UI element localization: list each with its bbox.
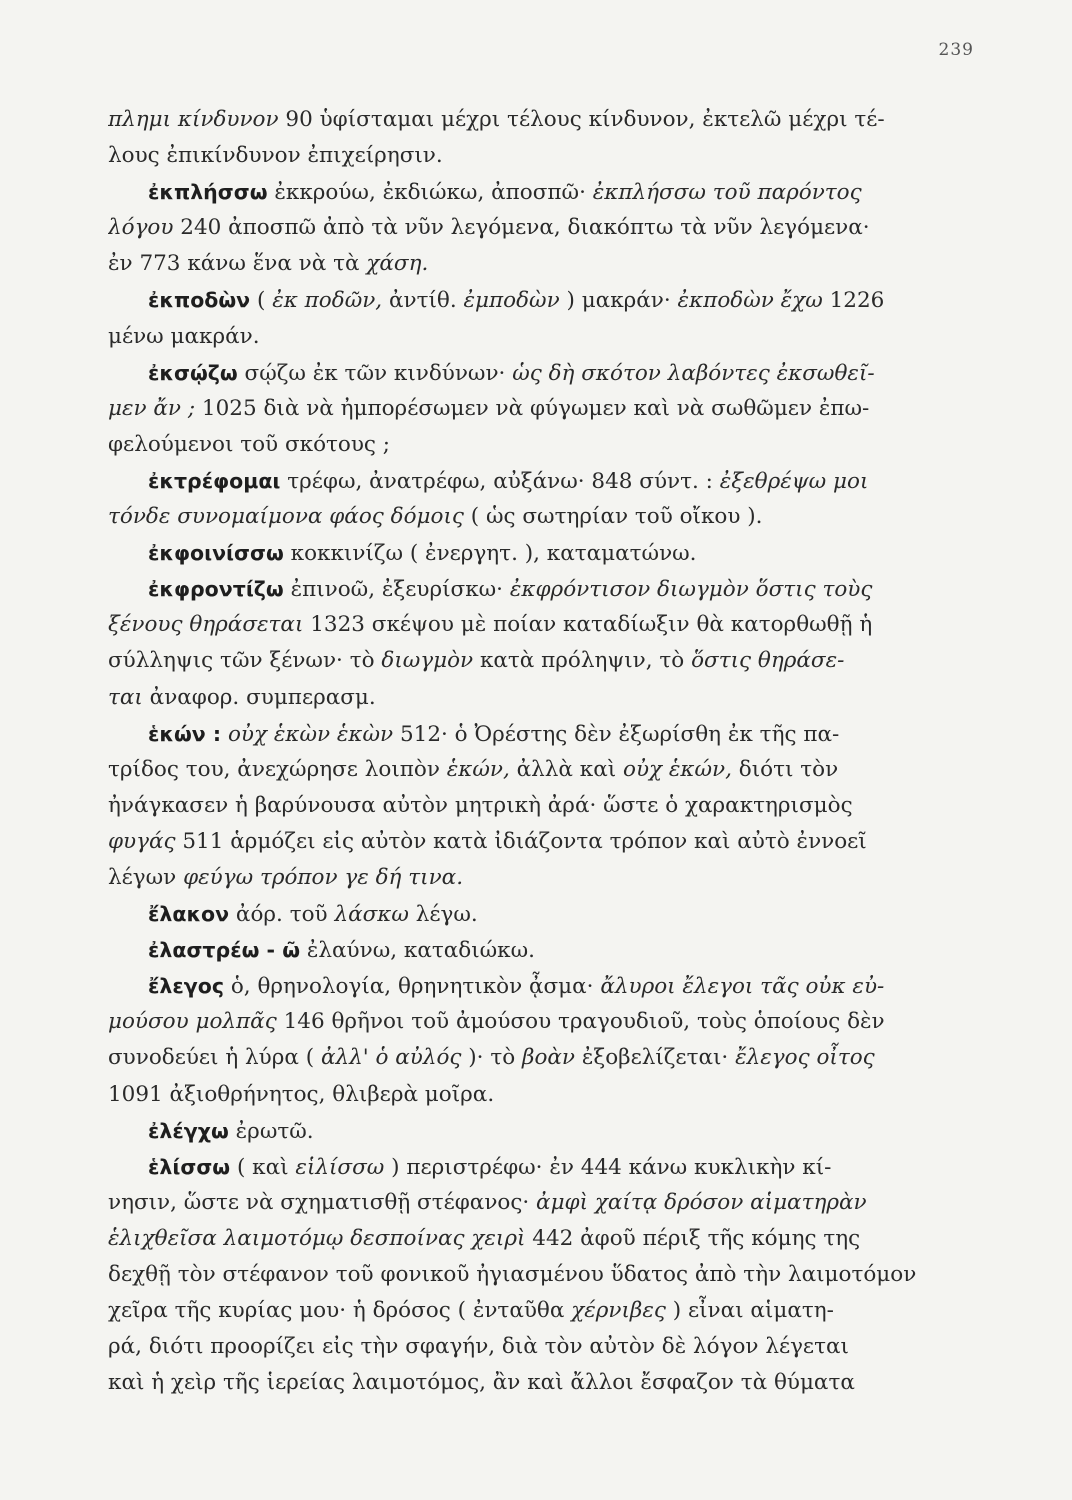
text-segment: 511 ἁρμόζει εἰς αὐτὸν κατὰ ἰδιάζοντα τρόπον καὶ αὐτὸ ἐννοεῖ (175, 828, 867, 854)
text-segment: ξένους θηράσεται (108, 612, 304, 638)
text-line (108, 1365, 963, 1401)
text-segment: 1323 σκέψου μὲ ποίαν καταδίωξιν θὰ κατορθωθῇ ἡ (303, 612, 873, 638)
text-line (108, 210, 963, 246)
text-segment: 240 ἀποσπῶ ἀπὸ τὰ νῦν λεγόμενα, διακόπτω τὰ νῦν λεγόμενα· (173, 215, 870, 241)
text-segment: μένω μακράν. (108, 323, 260, 349)
text-segment: ρά, διότι προορίζει εἰς τὴν σφαγήν, διὰ τὸν αὐτὸν δὲ λόγον λέγεται (108, 1334, 849, 1360)
text-segment: λέγω. (408, 902, 478, 928)
text-segment: συνοδεύει ἡ λύρα ( (108, 1045, 321, 1071)
text-segment: οὐχ ἑκών, (623, 756, 732, 782)
text-line (108, 1113, 963, 1149)
text-line (108, 571, 963, 607)
text-segment: καὶ ἡ χεὶρ τῆς ἱερείας λαιμοτόμος, ἂν καὶ ἄλλοι ἔσφαζον τὰ θύματα (108, 1370, 855, 1396)
text-segment: βοὰν (522, 1045, 575, 1071)
text-line (108, 1221, 963, 1257)
text-segment: δεχθῇ τὸν στέφανον τοῦ φονικοῦ ἠγιασμένου ὕδατος ἀπὸ τὴν λαιμοτόμον (108, 1262, 917, 1287)
text-segment: ἀντίθ. (382, 288, 464, 314)
text-segment: 442 ἀφοῦ πέριξ τῆς κόμης της (525, 1225, 861, 1251)
text-segment: ἐν 773 κάνω ἕνα νὰ τὰ (108, 251, 367, 277)
text-line (108, 427, 963, 463)
text-line (108, 752, 963, 788)
text-segment: ὅστις θηράσε- (691, 648, 845, 674)
entry-headword: ἑλίσσω (148, 1154, 231, 1179)
text-line (108, 1185, 963, 1221)
entry-headword: ἐλαστρέω - ῶ (148, 938, 301, 963)
text-segment (221, 722, 228, 747)
text-segment: ἑκών, (446, 756, 510, 782)
text-segment: ἐκ ποδῶν, (272, 288, 383, 314)
text-segment: λάσκω (334, 902, 409, 928)
text-line (108, 102, 963, 138)
text-segment: σύλληψις τῶν ξένων· τὸ (108, 648, 382, 674)
text-line (108, 716, 963, 752)
text-segment: ἀναφορ. συμπερασμ. (142, 684, 376, 710)
text-line (108, 607, 963, 643)
text-line (108, 535, 963, 571)
text-segment: χέρνιβες (571, 1298, 666, 1324)
text-segment: ἐρωτῶ. (228, 1118, 314, 1144)
text-segment: σῴζω ἐκ τῶν κινδύνων· (237, 360, 513, 386)
text-segment: λους ἐπικίνδυνον ἐπιχείρησιν. (108, 143, 443, 169)
text-segment: ( (250, 288, 273, 314)
text-segment: 1226 (822, 288, 885, 314)
page-number: 239 (938, 40, 974, 60)
text-line (108, 1293, 963, 1329)
entry-headword: ἐκφροντίζω (148, 577, 284, 602)
text-segment: κοκκινίζω ( ἐνεργητ. ), καταματώνω. (283, 541, 697, 567)
text-line (108, 896, 963, 932)
text-segment: νησιν, ὥστε νὰ σχηματισθῇ στέφανος· (108, 1189, 537, 1215)
text-line (108, 1040, 963, 1076)
text-line (108, 174, 963, 210)
text-segment: ) εἶναι αἱματη- (665, 1298, 834, 1324)
text-segment: ἐκποδὼν ἔχω (677, 288, 823, 314)
text-segment: )· τὸ (461, 1045, 523, 1071)
text-segment: χεῖρα τῆς κυρίας μου· ἡ δρόσος ( ἐνταῦθα (108, 1298, 572, 1324)
text-segment: φυγάς (108, 828, 176, 854)
text-segment: φελούμενοι τοῦ σκότους ; (108, 431, 391, 457)
text-line (108, 1004, 963, 1040)
text-segment: ἐπινοῶ, ἐξευρίσκω· (283, 577, 510, 603)
text-line (108, 860, 963, 896)
text-segment: ἐκφρόντισον διωγμὸν ὅστις τοὺς (509, 577, 873, 603)
text-segment: τρέφω, ἀνατρέφω, αὐξάνω· 848 σύντ. : (280, 468, 720, 494)
text-segment: ἐλαύνω, καταδιώκω. (300, 938, 535, 964)
text-segment: 512· ὁ Ὀρέστης δὲν ἐξωρίσθη ἐκ τῆς πα- (393, 721, 840, 747)
text-segment: οὐχ ἑκὼν ἑκὼν (227, 721, 394, 747)
text-segment: χάση. (366, 251, 429, 277)
text-segment: τόνδε συνομαίμονα φάος δόμοις (108, 504, 464, 530)
text-segment: κατὰ πρόληψιν, τὸ (473, 648, 692, 674)
text-segment: 1091 ἀξιοθρήνητος, θλιβερὰ μοῖρα. (108, 1081, 495, 1107)
text-line (108, 1329, 963, 1365)
text-segment: ἠνάγκασεν ἡ βαρύνουσα αὐτὸν μητρικὴ ἀρά· ὥστε ὁ χαρακτηρισμὸς (108, 792, 853, 818)
text-segment: ἀλλ' ὁ αὐλός (320, 1045, 462, 1071)
text-segment: ἀμφὶ χαίτᾳ δρόσον αἱματηρὰν (536, 1189, 867, 1215)
text-segment: λέγων (108, 864, 184, 890)
text-line (108, 246, 963, 282)
text-line (108, 499, 963, 535)
text-line (108, 788, 963, 824)
text-line (108, 1077, 963, 1113)
text-segment: τρίδος του, ἀνεχώρησε λοιπὸν (108, 756, 447, 782)
text-segment: ἑλιχθεῖσα λαιμοτόμῳ δεσποίνας χειρὶ (108, 1225, 526, 1251)
text-segment: ) περιστρέφω· ἐν 444 κάνω κυκλικὴν κί- (384, 1154, 832, 1180)
text-segment: μούσου μολπᾶς (108, 1009, 277, 1035)
text-segment: ( ὡς σωτηρίαν τοῦ οἴκου ). (463, 504, 763, 530)
text-line (108, 319, 963, 355)
text-segment: ται (108, 684, 143, 710)
entry-headword: ἔλακον (148, 902, 230, 927)
text-segment: 146 θρῆνοι τοῦ ἀμούσου τραγουδιοῦ, τοὺς ὁποίους δὲν (276, 1009, 885, 1035)
text-line (108, 1257, 963, 1293)
text-segment: φεύγω τρόπον γε δή τινα. (183, 864, 464, 890)
text-segment: ἀόρ. τοῦ (229, 902, 335, 928)
text-segment: ἄλυροι ἔλεγοι τᾶς οὐκ εὐ- (600, 974, 885, 1000)
text-line (108, 138, 963, 174)
text-segment: ( καὶ (230, 1154, 296, 1180)
entry-headword: ἐκποδὼν (148, 288, 251, 313)
text-segment: ἐξεθρέψω μοι (719, 468, 869, 494)
dictionary-text-block (108, 102, 963, 1401)
text-segment: διότι τὸν (731, 756, 839, 782)
text-segment: ἐκπλήσσω τοῦ παρόντος (592, 180, 862, 206)
text-segment: μεν ἄν ; (108, 395, 196, 421)
text-segment: ὁ, θρηνολογία, θρηνητικὸν ᾆσμα· (224, 974, 601, 1000)
text-segment: ἀλλὰ καὶ (509, 756, 624, 782)
entry-headword: ἐλέγχω (148, 1118, 229, 1143)
text-segment: ἐκκρούω, ἐκδιώκω, ἀποσπῶ· (267, 180, 593, 206)
text-line (108, 643, 963, 679)
text-line (108, 463, 963, 499)
text-line (108, 391, 963, 427)
text-segment: ἔλεγος οἶτος (735, 1045, 875, 1071)
text-segment: εἱλίσσω (295, 1154, 385, 1180)
text-segment: λόγου (108, 215, 174, 241)
text-segment: ἐμποδὼν (463, 288, 560, 314)
entry-headword: ἐκφοινίσσω (148, 541, 284, 566)
entry-headword: ἐκτρέφομαι (148, 468, 281, 493)
entry-headword: ἑκών : (148, 721, 222, 746)
text-segment: διωγμὸν (381, 648, 474, 674)
text-line (108, 282, 963, 318)
entry-headword: ἔλεγος (148, 974, 224, 999)
text-segment: ἐξοβελίζεται· (575, 1045, 736, 1071)
text-segment: πλημι κίνδυνον (108, 107, 279, 132)
text-segment: 90 ὑφίσταμαι μέχρι τέλους κίνδυνον, ἐκτελῶ μέχρι τέ- (278, 107, 885, 132)
text-line (108, 824, 963, 860)
text-line (108, 932, 963, 968)
text-line (108, 1149, 963, 1185)
text-segment: ) μακράν· (559, 288, 678, 314)
text-line (108, 968, 963, 1004)
text-segment: 1025 διὰ νὰ ἠμπορέσωμεν νὰ φύγωμεν καὶ νὰ σωθῶμεν ἐπω- (195, 395, 870, 421)
text-line (108, 355, 963, 391)
entry-headword: ἐκσῴζω (148, 360, 238, 385)
entry-headword: ἐκπλήσσω (148, 180, 268, 205)
text-segment: ὡς δὴ σκότον λαβόντες ἐκσωθεῖ- (512, 360, 875, 386)
text-line (108, 680, 963, 716)
